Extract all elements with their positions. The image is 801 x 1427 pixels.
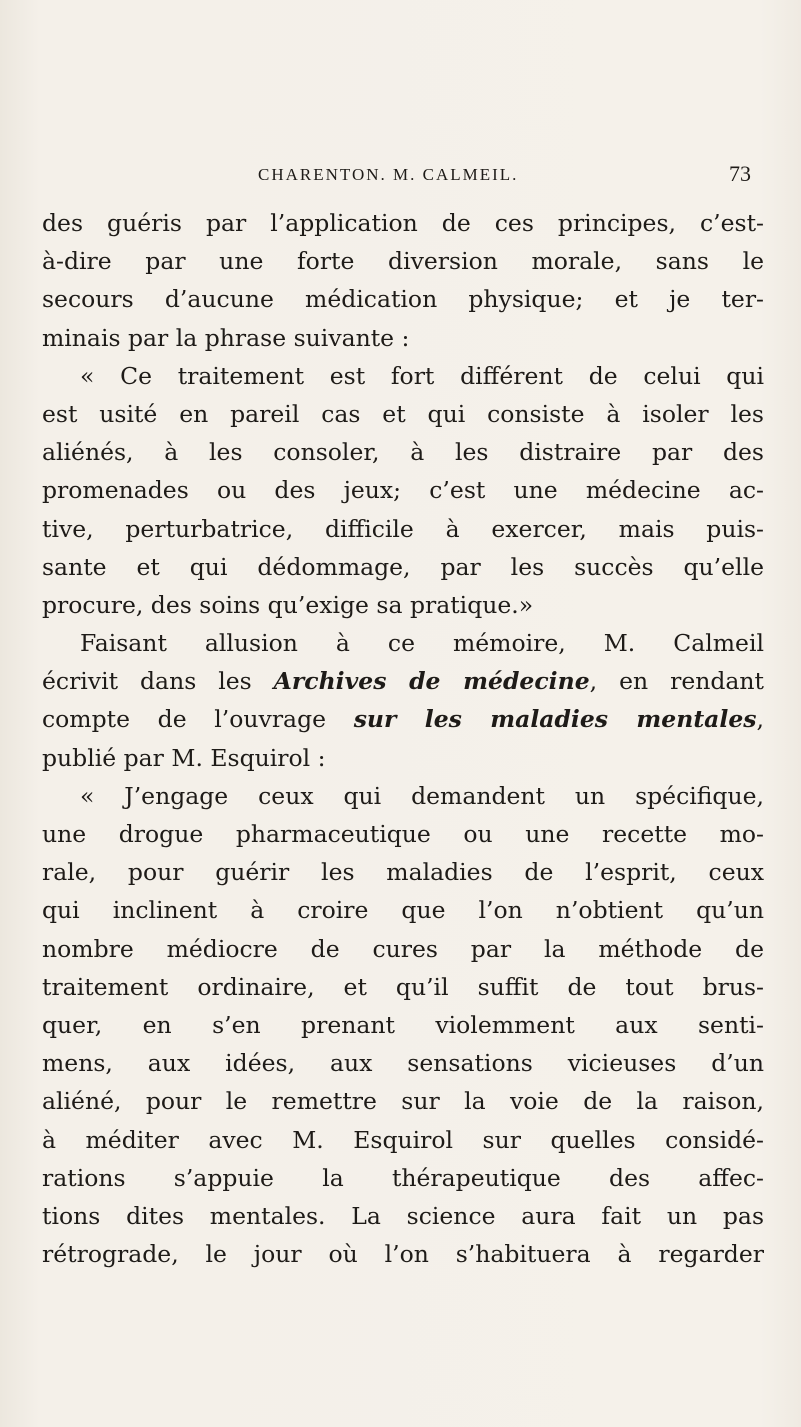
- text-line: rations s’appuie la thérapeutique des affec-: [42, 1163, 764, 1192]
- text-line: sante et qui dédommage, par les succès qu’elle: [42, 552, 764, 581]
- text-line: à méditer avec M. Esquirol sur quelles considé-: [42, 1125, 764, 1154]
- running-title: CHARENTON. M. CALMEIL.: [258, 165, 519, 184]
- text-segment: , en rendant: [589, 667, 764, 696]
- text-line: tions dites mentales. La science aura fait un pas: [42, 1201, 764, 1230]
- text-segment: écrivit dans les: [42, 667, 274, 696]
- text-line: à-dire par une forte diversion morale, sans le: [42, 247, 764, 276]
- quote-start-line: « J’engage ceux qui demandent un spécifique,: [80, 781, 764, 810]
- text-line: quer, en s’en prenant violemment aux senti-: [42, 1010, 764, 1039]
- paragraph-start-line: Faisant allusion à ce mémoire, M. Calmeil: [80, 629, 764, 658]
- text-line: procure, des soins qu’exige sa pratique.»: [42, 590, 534, 619]
- text-line: aliénés, à les consoler, à les distraire par des: [42, 438, 764, 467]
- page-number: 73: [729, 161, 751, 186]
- text-line: rale, pour guérir les maladies de l’esprit, ceux: [42, 858, 764, 887]
- quote-start-line: « Ce traitement est fort différent de celui qui: [80, 361, 764, 390]
- text-line: rétrograde, le jour où l’on s’habituera à regarder: [42, 1240, 764, 1269]
- text-line: minais par la phrase suivante :: [42, 323, 410, 352]
- text-segment: compte de l’ouvrage: [42, 705, 354, 734]
- page-header: [0, 161, 801, 191]
- text-segment: ,: [756, 705, 764, 734]
- journal-title: Archives de médecine: [273, 667, 590, 696]
- text-line: mens, aux idées, aux sensations vicieuses d’un: [42, 1049, 764, 1078]
- text-line: nombre médiocre de cures par la méthode de: [42, 934, 764, 963]
- book-title: sur les maladies mentales: [353, 705, 757, 734]
- text-line-with-journal-title: [42, 662, 764, 700]
- text-line: publié par M. Esquirol :: [42, 743, 326, 772]
- text-line: qui inclinent à croire que l’on n’obtient qu’un: [42, 896, 764, 925]
- text-line: tive, perturbatrice, difficile à exercer, mais puis-: [42, 514, 764, 543]
- text-line: est usité en pareil cas et qui consiste à isoler les: [42, 399, 764, 428]
- text-line: traitement ordinaire, et qu’il suffit de tout brus-: [42, 972, 764, 1001]
- body-text: [42, 204, 764, 1273]
- text-line-with-book-title: [42, 700, 764, 738]
- text-line: promenades ou des jeux; c’est une médecine ac-: [42, 476, 764, 505]
- text-line: des guéris par l’application de ces principes, c’est-: [42, 209, 764, 237]
- text-line: secours d’aucune médication physique; et je ter-: [42, 285, 764, 314]
- text-line: aliéné, pour le remettre sur la voie de la raison,: [42, 1087, 764, 1116]
- text-line: une drogue pharmaceutique ou une recette mo-: [42, 820, 764, 848]
